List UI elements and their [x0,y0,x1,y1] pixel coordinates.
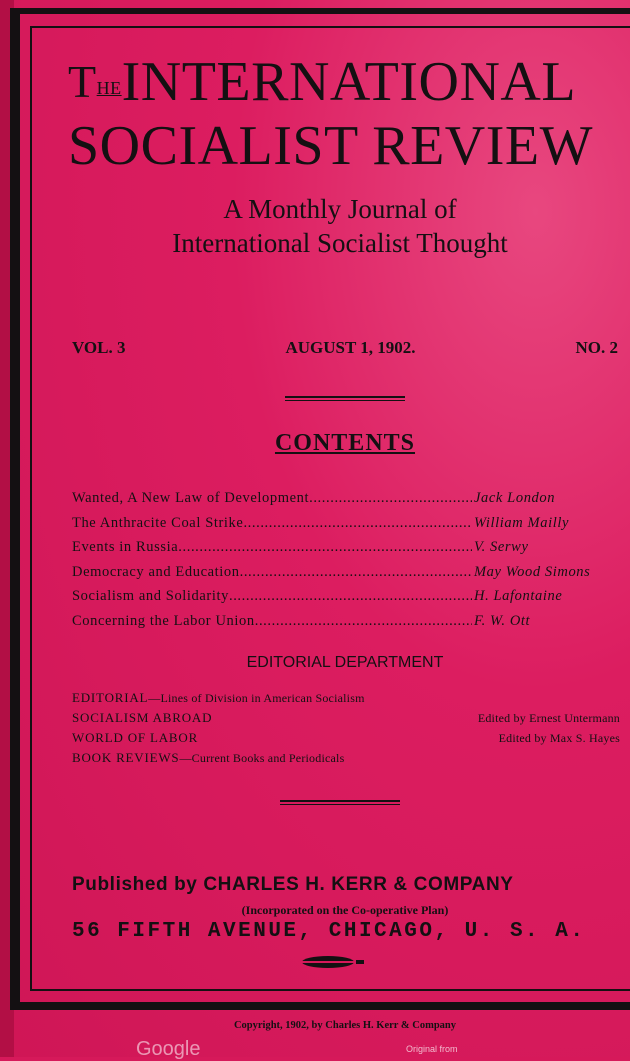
editorial-detail: —Current Books and Periodicals [179,751,345,765]
contents-title: Concerning the Labor Union [72,612,255,629]
editorial-row [72,728,620,748]
editorial-editor: Edited by Ernest Untermann [477,711,620,725]
contents-title: Events in Russia [72,539,179,555]
divider-rule-top [285,396,405,401]
contents-author: F. W. Ott [474,612,531,629]
editorial-heading: EDITORIAL DEPARTMENT [246,654,444,671]
masthead-the: $T^{HE}$ [68,56,122,107]
editorial-section [72,708,212,728]
contents-title: Socialism and Solidarity [72,588,229,604]
contents-author: William Mailly [474,514,569,531]
contents-row [72,511,624,536]
publisher-line: Published by CHARLES H. KERR & COMPANY [72,874,514,895]
subtitle [60,192,620,260]
editorial-editor: Edited by Max S. Hayes [498,731,620,745]
editorial-section [72,688,365,708]
contents-heading: CONTENTS [274,430,416,456]
editorial-row [72,748,620,768]
table-of-contents [72,486,624,633]
leader-dots [240,560,472,585]
google-watermark: Google [136,1038,201,1060]
editorial-row [72,708,620,728]
contents-row [72,584,624,609]
contents-row [72,486,624,511]
editorial-detail: —Lines of Division in American Socialism [148,691,365,705]
masthead-line1: INTERNATIONAL [121,51,577,113]
leader-dots [255,609,472,634]
contents-row [72,535,624,560]
editorial-row [72,688,620,708]
leader-dots [243,511,472,536]
leader-dots [229,584,472,609]
editorial-list [72,688,620,768]
editorial-section [72,728,198,748]
editorial-label: EDITORIAL [72,690,149,705]
editorial-label: BOOK REVIEWS [72,750,180,765]
contents-title: The Anthracite Coal Strike [72,514,244,531]
contents-title: Wanted, A New Law of Development [72,490,310,506]
subtitle-line1: A Monthly Journal of [223,194,457,224]
publisher-address: 56 FIFTH AVENUE, CHICAGO, U. S. A. [72,920,586,943]
leader-dots [309,486,472,511]
union-label-mark [298,954,366,970]
issue-volume: VOL. 3 [72,338,126,357]
subtitle-line2: International Socialist Thought [172,228,508,258]
contents-row [72,609,624,634]
contents-author: H. Lafontaine [474,588,563,604]
editorial-label: SOCIALISM ABROAD [72,710,213,725]
publisher-note: (Incorporated on the Co-operative Plan) [241,903,449,917]
issue-info [72,338,618,358]
masthead-line2: SOCIALIST REVIEW [68,115,593,177]
original-from-watermark: Original from [406,1044,458,1054]
masthead-title [68,50,620,178]
issue-number: NO. 2 [575,338,618,357]
editorial-section [72,748,344,768]
contents-author: Jack London [474,490,556,506]
copyright-notice: Copyright, 1902, by Charles H. Kerr & Company [233,1020,457,1031]
contents-title: Democracy and Education [72,563,240,580]
contents-author: May Wood Simons [474,563,591,580]
divider-rule-bottom [280,800,400,805]
issue-date: AUGUST 1, 1902. [285,338,416,357]
contents-row [72,560,624,585]
leader-dots [178,535,472,560]
editorial-label: WORLD OF LABOR [72,730,199,745]
contents-author: V. Serwy [474,539,529,555]
